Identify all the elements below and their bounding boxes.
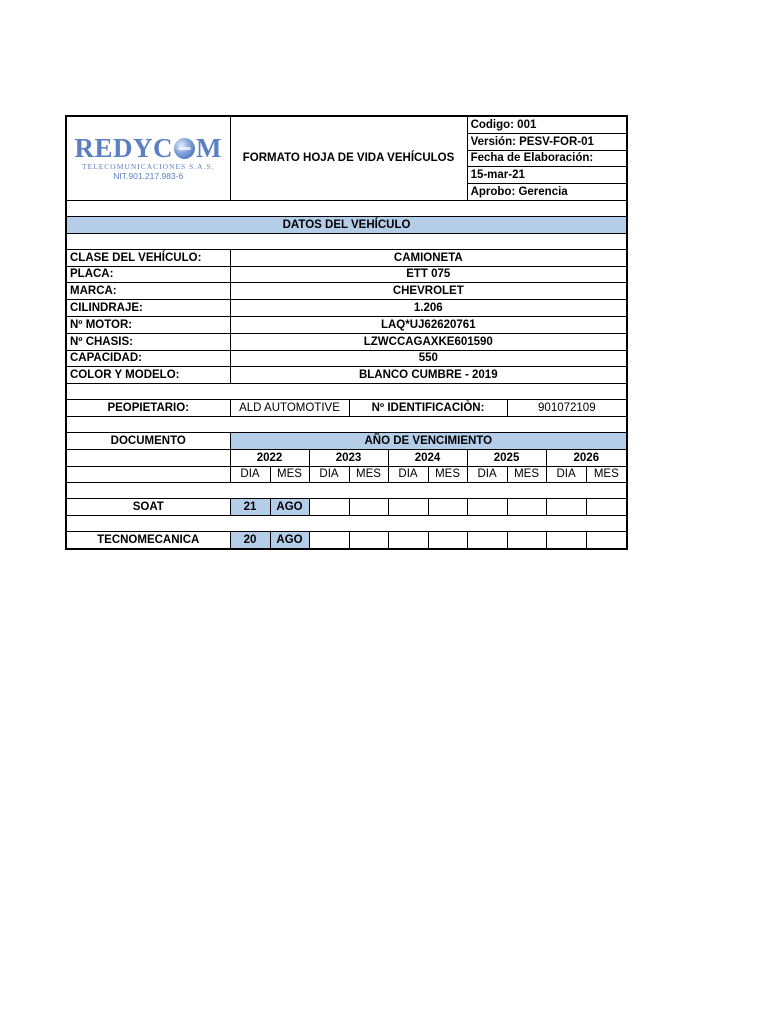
day-label: DIA [467,466,507,483]
expiry-year-header: AÑO DE VENCIMIENTO [230,432,627,449]
month-label: MES [428,466,467,483]
meta-version: Versión: PESV-FOR-01 [467,133,627,150]
document-name: TECNOMECANICA [66,532,230,549]
year-label: 2022 [230,449,309,466]
empty-cell [546,499,586,516]
document-row-tecnomecanica [66,532,627,549]
month-label: MES [349,466,388,483]
empty-cell [349,499,388,516]
empty-cell [309,499,349,516]
field-label: MARCA: [66,283,230,300]
spacer-row [66,483,627,499]
logo-nit: NIT.901.217.983-6 [113,170,184,181]
field-value: CAMIONETA [230,249,627,266]
owner-label: PEOPIETARIO: [66,400,230,417]
spacer-row [66,416,627,432]
empty-cell [586,499,627,516]
year-label: 2025 [467,449,546,466]
spacer-row [66,200,627,216]
empty-cell [349,532,388,549]
company-logo [66,116,230,200]
blank-cell [66,449,230,466]
day-label: DIA [309,466,349,483]
document-name: SOAT [66,499,230,516]
owner-id-label: Nº IDENTIFICACIÒN: [349,400,507,417]
month-label: MES [270,466,309,483]
meta-date-value: 15-mar-21 [467,167,627,184]
spacer-row [66,384,627,400]
empty-cell [309,532,349,549]
field-label: PLACA: [66,266,230,283]
owner-id-value: 901072109 [507,400,627,417]
meta-approved: Aprobo: Gerencia [467,184,627,201]
month-label: MES [586,466,627,483]
expiry-month: AGO [270,532,309,549]
day-label: DIA [388,466,428,483]
field-label: CILINDRAJE: [66,300,230,317]
year-label: 2023 [309,449,388,466]
empty-cell [428,532,467,549]
empty-cell [388,499,428,516]
empty-cell [546,532,586,549]
meta-date-label: Fecha de Elaboración: [467,150,627,167]
globe-icon [174,138,195,159]
empty-cell [507,532,546,549]
logo-subtitle: TELECOMUNICACIONES S.A.S. [81,161,215,171]
document-title: FORMATO HOJA DE VIDA VEHÍCULOS [230,116,467,200]
document-row-soat [66,499,627,516]
field-value: CHEVROLET [230,283,627,300]
expiry-month: AGO [270,499,309,516]
field-label: Nº MOTOR: [66,316,230,333]
empty-cell [467,532,507,549]
empty-cell [467,499,507,516]
spacer-row [66,516,627,532]
field-value: LAQ*UJ62620761 [230,316,627,333]
day-label: DIA [230,466,270,483]
empty-cell [388,532,428,549]
owner-name: ALD AUTOMOTIVE [230,400,349,417]
section-title: DATOS DEL VEHÍCULO [66,216,627,233]
field-value: BLANCO CUMBRE - 2019 [230,367,627,384]
day-label: DIA [546,466,586,483]
empty-cell [428,499,467,516]
field-label: CAPACIDAD: [66,350,230,367]
year-label: 2026 [546,449,627,466]
field-value: 550 [230,350,627,367]
field-value: LZWCCAGAXKE601590 [230,333,627,350]
meta-code: Codigo: 001 [467,116,627,133]
month-label: MES [507,466,546,483]
expiry-day: 21 [230,499,270,516]
field-label: Nº CHASIS: [66,333,230,350]
field-label: COLOR Y MODELO: [66,367,230,384]
field-value: ETT 075 [230,266,627,283]
logo-wordmark: REDYC M [74,132,222,163]
vehicle-record-table [65,115,628,550]
field-value: 1.206 [230,300,627,317]
empty-cell [507,499,546,516]
year-label: 2024 [388,449,467,466]
blank-cell [66,466,230,483]
empty-cell [586,532,627,549]
field-label: CLASE DEL VEHÍCULO: [66,249,230,266]
expiry-day: 20 [230,532,270,549]
vehicle-record-sheet [65,115,626,550]
documents-header: DOCUMENTO [66,432,230,449]
spacer-row [66,233,627,249]
